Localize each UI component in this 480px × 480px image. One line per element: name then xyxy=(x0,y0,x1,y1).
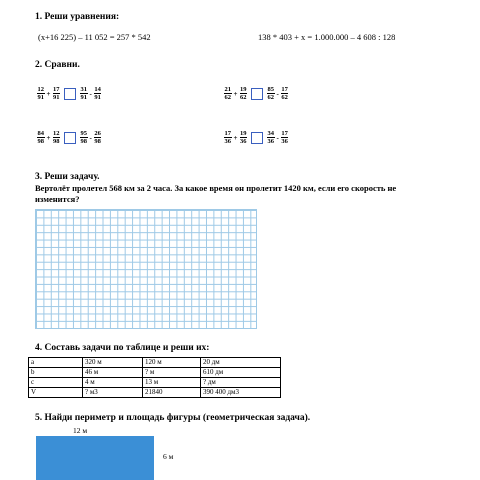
section-2-title: 2. Сравни. xyxy=(35,60,80,70)
numerator: 85 xyxy=(267,86,274,93)
numerator: 14 xyxy=(94,86,101,93)
numerator: 21 xyxy=(224,86,231,93)
table-cell: 320 м xyxy=(83,358,143,368)
operator: - xyxy=(89,89,92,98)
denominator: 62 xyxy=(240,94,247,101)
table-cell: a xyxy=(29,358,83,368)
denominator: 98 xyxy=(80,138,87,145)
denominator: 98 xyxy=(37,138,44,145)
fraction xyxy=(94,130,102,145)
data-table xyxy=(28,357,281,398)
numerator: 19 xyxy=(240,86,247,93)
fraction xyxy=(37,130,45,145)
operator: + xyxy=(46,89,51,98)
table-cell: 390 400 дм3 xyxy=(201,388,281,398)
denominator: 98 xyxy=(53,138,60,145)
numerator: 26 xyxy=(94,130,101,137)
section-3-title: 3. Реши задачу. xyxy=(35,172,100,182)
fraction xyxy=(267,130,275,145)
denominator: 36 xyxy=(281,138,288,145)
table-cell: 13 м xyxy=(143,378,201,388)
compare-answer-box[interactable] xyxy=(64,132,76,144)
numerator: 17 xyxy=(53,86,60,93)
width-label: 12 м xyxy=(73,426,88,435)
numerator: 19 xyxy=(240,130,247,137)
denominator: 62 xyxy=(267,94,274,101)
compare-answer-box[interactable] xyxy=(64,88,76,100)
table-row xyxy=(29,378,281,388)
fraction xyxy=(80,86,88,101)
fraction xyxy=(224,130,232,145)
table-cell: 21840 xyxy=(143,388,201,398)
table-cell: b xyxy=(29,368,83,378)
comparison-item xyxy=(224,130,288,145)
numerator: 17 xyxy=(281,130,288,137)
numerator: 84 xyxy=(37,130,44,137)
section-1-title: 1. Реши уравнения: xyxy=(35,12,120,22)
height-label: 6 м xyxy=(163,452,174,461)
table-cell: ? м xyxy=(143,368,201,378)
fraction xyxy=(53,130,61,145)
section-5-title: 5. Найди периметр и площадь фигуры (геометрическая задача). xyxy=(35,413,311,423)
table-row xyxy=(29,388,281,398)
denominator: 91 xyxy=(53,94,60,101)
comparison-item xyxy=(37,130,101,145)
denominator: 91 xyxy=(94,94,101,101)
fraction xyxy=(53,86,61,101)
fraction xyxy=(80,130,88,145)
numerator: 34 xyxy=(267,130,274,137)
fraction xyxy=(281,86,289,101)
denominator: 91 xyxy=(37,94,44,101)
operator: + xyxy=(233,89,238,98)
denominator: 36 xyxy=(267,138,274,145)
fraction xyxy=(267,86,275,101)
table-cell: 610 дм xyxy=(201,368,281,378)
fraction xyxy=(224,86,232,101)
table-cell: V xyxy=(29,388,83,398)
compare-answer-box[interactable] xyxy=(251,88,263,100)
table-cell: ? дм xyxy=(201,378,281,388)
task-text-line-2: изменится? xyxy=(35,194,80,204)
numerator: 17 xyxy=(281,86,288,93)
table-cell: 120 м xyxy=(143,358,201,368)
table-cell: 46 м xyxy=(83,368,143,378)
rectangle-figure xyxy=(36,436,154,480)
section-4-title: 4. Составь задачи по таблице и реши их: xyxy=(35,343,210,353)
operator: - xyxy=(276,89,279,98)
squared-grid-area xyxy=(35,209,257,329)
numerator: 95 xyxy=(80,130,87,137)
fraction xyxy=(281,130,289,145)
table-cell: ? м3 xyxy=(83,388,143,398)
comparison-item xyxy=(224,86,288,101)
denominator: 91 xyxy=(80,94,87,101)
operator: - xyxy=(276,133,279,142)
denominator: 36 xyxy=(240,138,247,145)
table-cell: c xyxy=(29,378,83,388)
compare-answer-box[interactable] xyxy=(251,132,263,144)
operator: + xyxy=(233,133,238,142)
equation-1: (x+16 225) – 11 052 = 257 * 542 xyxy=(38,32,151,42)
fraction xyxy=(240,86,248,101)
operator: + xyxy=(46,133,51,142)
fraction xyxy=(240,130,248,145)
table-row xyxy=(29,368,281,378)
denominator: 98 xyxy=(94,138,101,145)
equation-2: 138 * 403 + x = 1.000.000 – 4 608 : 128 xyxy=(258,32,396,42)
task-text-line-1: Вертолёт пролетел 568 км за 2 часа. За какое время он пролетит 1420 км, если его скорость не xyxy=(35,183,397,193)
numerator: 12 xyxy=(53,130,60,137)
comparison-item xyxy=(37,86,101,101)
fraction xyxy=(94,86,102,101)
table-cell: 4 м xyxy=(83,378,143,388)
numerator: 31 xyxy=(80,86,87,93)
fraction xyxy=(37,86,45,101)
numerator: 17 xyxy=(224,130,231,137)
table-cell: 20 дм xyxy=(201,358,281,368)
numerator: 12 xyxy=(37,86,44,93)
denominator: 62 xyxy=(224,94,231,101)
denominator: 62 xyxy=(281,94,288,101)
table-row xyxy=(29,358,281,368)
operator: - xyxy=(89,133,92,142)
denominator: 36 xyxy=(224,138,231,145)
